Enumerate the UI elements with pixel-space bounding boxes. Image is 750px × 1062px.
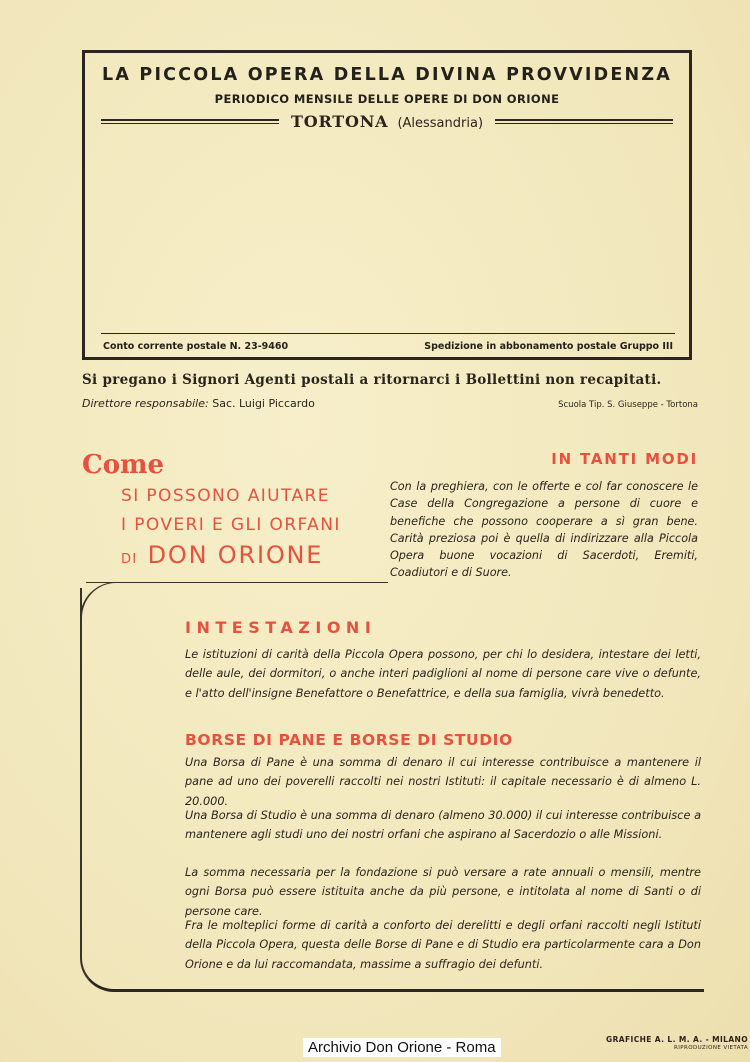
- province: (Alessandria): [397, 115, 484, 131]
- intestazioni-title: INTESTAZIONI: [185, 618, 377, 637]
- intestazioni-text: Le istituzioni di carità della Piccola Opera possono, per chi lo desidera, intestare dei letti, delle aule, dei dormitori, o anche interi padiglioni al nome di persone care vive o defunte, e l'atto dell'insigne Benefattore o Benefattrice, e della sua famiglia, vivrà benedetto.: [185, 648, 701, 700]
- right-rule: [495, 119, 673, 124]
- director-line: [82, 397, 315, 410]
- in-tanti-modi-text: Con la preghiera, con le offerte e col far conoscere le Case della Congregazione a persone di cuore e benefiche che possono cooperare a sì gran bene. Carità preziosa poi è quella di indirizzare alla Piccola Opera buone vocazioni di Sacerdoti, Eremiti, Coadiutori e di Suore.: [390, 480, 698, 580]
- heading-di: DI: [121, 552, 138, 567]
- printer-imprint: [606, 1035, 748, 1053]
- borse-paragraph-4: Fra le molteplici forme di carità a conforto dei derelitti e degli orfani raccolti negli Istituti della Piccola Opera, questa delle Borse di Pane e di Studio era particolarmente cara a Don Orione e da lui raccomandata, massime a suffragio dei defunti.: [185, 919, 701, 971]
- postal-account: Conto corrente postale N. 23-9460: [103, 341, 289, 352]
- masthead-box: [82, 50, 692, 360]
- city: TORTONA: [291, 111, 389, 131]
- archive-label: Archivio Don Orione - Roma: [303, 1038, 501, 1057]
- left-rule: [101, 119, 279, 124]
- printer-credit: Scuola Tip. S. Giuseppe - Tortona: [558, 400, 698, 410]
- heading-line-3: [121, 541, 323, 569]
- grafiche-name: GRAFICHE A. L. M. A. - MILANO: [606, 1035, 748, 1044]
- masthead-title: LA PICCOLA OPERA DELLA DIVINA PROVVIDENZA: [102, 65, 672, 85]
- borse-title: BORSE DI PANE E BORSE DI STUDIO: [185, 731, 513, 749]
- city-label: [291, 112, 483, 131]
- borse-paragraph-3: La somma necessaria per la fondazione si può versare a rate annuali o mensili, mentre ogni Borsa può essere istituita anche da più persone, e intitolata al nome di Santi o di persone care.: [185, 866, 701, 918]
- director-label: Direttore responsabile:: [82, 397, 209, 410]
- masthead-divider: [101, 333, 675, 334]
- masthead-footer: [103, 341, 673, 352]
- heading-line-1: SI POSSONO AIUTARE: [121, 486, 330, 506]
- masthead-city-row: [101, 111, 673, 131]
- borse-paragraph-2: Una Borsa di Studio è una somma di denaro (almeno 30.000) il cui interesse contribuisce a mantenere agli studi uno dei nostri orfani che aspirano al Sacerdozio o alle Missioni.: [185, 809, 701, 842]
- in-tanti-modi-title: IN TANTI MODI: [551, 450, 698, 468]
- heading-don-orione: DON ORIONE: [147, 541, 324, 569]
- shipping-note: Spedizione in abbonamento postale Gruppo III: [424, 341, 673, 352]
- postal-notice: Si pregano i Signori Agenti postali a ritornarci i Bollettini non recapitati.: [82, 372, 662, 388]
- director-name: Sac. Luigi Piccardo: [212, 397, 315, 410]
- heading-line-2: I POVERI E GLI ORFANI: [121, 515, 341, 535]
- heading-come: Come: [82, 450, 165, 480]
- reproduction-notice: RIPRODUZIONE VIETATA: [674, 1045, 748, 1051]
- masthead-subtitle: PERIODICO MENSILE DELLE OPERE DI DON ORIONE: [214, 92, 560, 106]
- borse-paragraph-1: Una Borsa di Pane è una somma di denaro il cui interesse contribuisce a mantenere il pane ad uno dei poverelli raccolti nei nostri Istituti: il capitale necessario è di almeno L. 20.000.: [185, 756, 701, 808]
